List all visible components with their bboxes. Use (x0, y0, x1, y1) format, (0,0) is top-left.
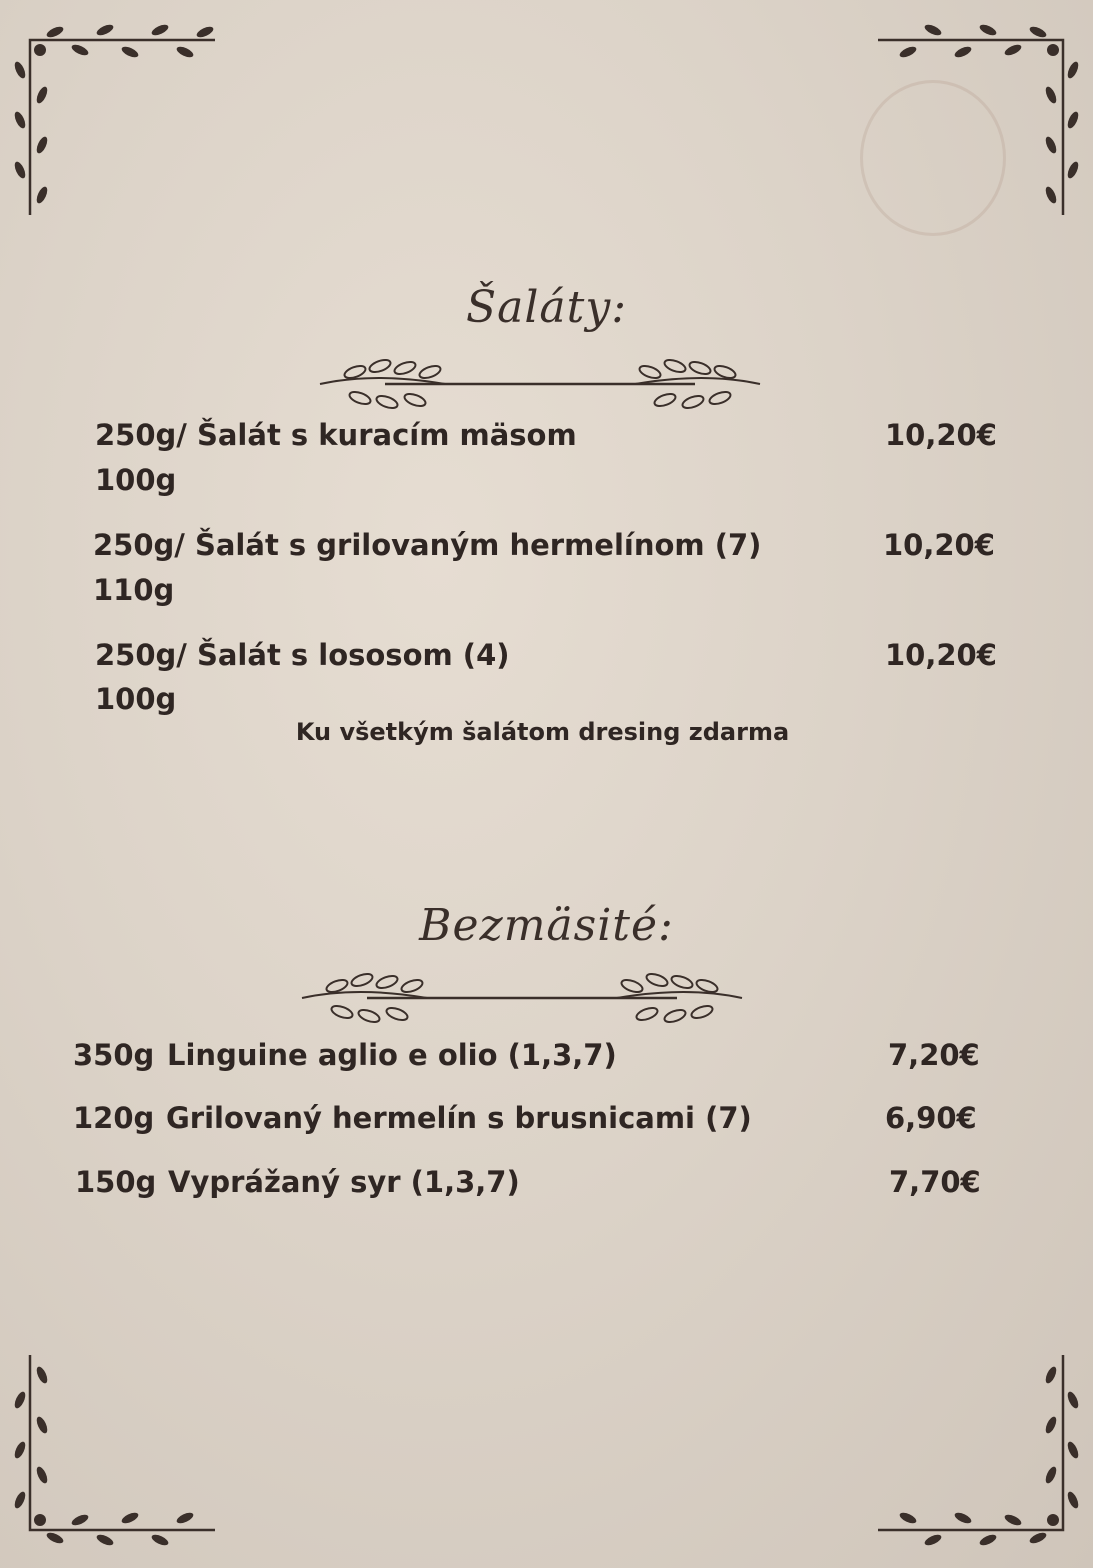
salad-item-price: 10,20€ (885, 638, 997, 672)
meatless-item-weight: 120g (73, 1101, 155, 1135)
meatless-item-price: 7,70€ (889, 1165, 981, 1199)
meatless-item-weight: 350g (73, 1038, 155, 1072)
salad-item-weight: 100g (95, 463, 177, 497)
laurel-divider-icon (297, 964, 747, 1028)
salad-item-name: 250g/ Šalát s kuracím mäsom (95, 418, 577, 452)
meatless-item-name: Grilovaný hermelín s brusnicami (7) (166, 1101, 752, 1135)
laurel-divider-icon (315, 350, 765, 414)
vine-corner-icon (10, 1330, 230, 1550)
meatless-item-weight: 150g (75, 1165, 157, 1199)
meatless-item-price: 7,20€ (888, 1038, 980, 1072)
salad-item-price: 10,20€ (883, 528, 995, 562)
vine-corner-icon (863, 1330, 1083, 1550)
salad-item-name: 250g/ Šalát s grilovaným hermelínom (7) (93, 528, 762, 562)
meatless-item-price: 6,90€ (885, 1101, 977, 1135)
section-heading-meatless: Bezmäsité: (419, 900, 674, 951)
vine-corner-icon (10, 20, 230, 240)
meatless-item-name: Vyprážaný syr (1,3,7) (168, 1165, 520, 1199)
salad-item-weight: 100g (95, 682, 177, 716)
salad-item-price: 10,20€ (885, 418, 997, 452)
salad-item-weight: 110g (93, 573, 175, 607)
salad-item-name: 250g/ Šalát s lososom (4) (95, 638, 510, 672)
salads-note: Ku všetkým šalátom dresing zdarma (295, 718, 790, 746)
meatless-item-name: Linguine aglio e olio (1,3,7) (167, 1038, 617, 1072)
vine-corner-icon (863, 20, 1083, 240)
section-heading-salads: Šaláty: (465, 282, 628, 333)
